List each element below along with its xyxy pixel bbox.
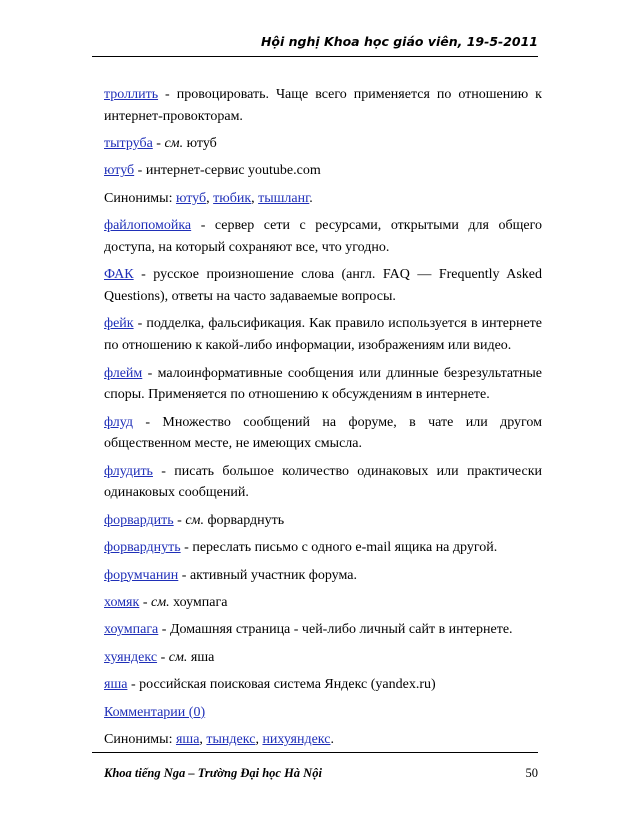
synonym-link[interactable]: тындекс: [206, 731, 256, 747]
glossary-entry: [104, 412, 542, 455]
glossary-entry: [104, 363, 542, 406]
glossary-entry: [104, 592, 542, 614]
synonyms-end: .: [309, 190, 313, 206]
glossary-entry: [104, 729, 542, 751]
term-link[interactable]: форвардить: [104, 512, 174, 528]
glossary-entry: [104, 215, 542, 258]
glossary-entry: [104, 188, 542, 210]
header-rule: [92, 56, 538, 57]
definition-text: яша: [187, 649, 215, 665]
definition-text: провоцировать. Чаще всего применяется по отношению к интернет-провокторам.: [104, 87, 542, 124]
term-separator: -: [152, 136, 165, 152]
synonym-comma: ,: [255, 731, 263, 747]
glossary-entry: [104, 84, 542, 127]
term-separator: -: [133, 267, 154, 283]
term-link[interactable]: троллить: [104, 87, 159, 102]
synonym-comma: ,: [251, 190, 259, 206]
definition-text: Домашняя страница - чей-либо личный сайт в интернете.: [169, 622, 513, 638]
synonyms-label: Синонимы:: [104, 731, 176, 747]
term-separator: -: [158, 87, 177, 102]
definition-text: переслать письмо с одного e-mail ящика на другой.: [192, 540, 498, 556]
term-separator: -: [127, 677, 140, 693]
glossary-entry: [104, 537, 542, 559]
term-separator: -: [158, 622, 170, 638]
term-separator: -: [152, 463, 175, 479]
term-separator: -: [142, 365, 158, 381]
term-separator: -: [178, 567, 190, 583]
page-number: 50: [525, 766, 538, 780]
definition-text: сервер сети с ресурсами, открытыми для общего доступа, на который сохраняют все, что угодно.: [104, 218, 542, 255]
term-link[interactable]: тытруба: [104, 136, 153, 152]
synonym-link[interactable]: яша: [175, 731, 200, 747]
glossary-entry: [104, 313, 542, 356]
definition-text: интернет-сервис youtube.com: [145, 163, 321, 179]
definition-text: активный участник форума.: [189, 567, 357, 583]
synonym-link[interactable]: тышланг: [258, 190, 310, 206]
glossary-entry: [104, 461, 542, 504]
term-separator: -: [134, 163, 146, 179]
term-separator: -: [191, 218, 215, 234]
term-link[interactable]: фейк: [104, 316, 134, 332]
synonyms-end: .: [330, 731, 334, 747]
term-link[interactable]: форварднуть: [104, 540, 181, 556]
definition-text: Множество сообщений на форуме, в чате или другом общественном месте, не имеющих смысла.: [104, 414, 542, 452]
term-link[interactable]: флуд: [104, 414, 133, 430]
footer-institution: Khoa tiếng Nga – Trường Đại học Hà Nội: [104, 766, 322, 780]
term-link[interactable]: флудить: [104, 463, 153, 479]
footer-rule: [92, 752, 538, 753]
term-separator: -: [132, 414, 163, 430]
term-link[interactable]: ФАК: [104, 267, 134, 283]
term-separator: -: [180, 540, 193, 556]
synonyms-label: Синонимы:: [104, 190, 176, 206]
synonym-comma: ,: [206, 190, 214, 206]
glossary-entry: [104, 160, 542, 182]
glossary-entry: [104, 619, 542, 641]
see-also-marker: см.: [164, 136, 184, 152]
synonym-comma: ,: [199, 731, 207, 747]
definition-text: форварднуть: [203, 512, 285, 528]
definition-text: хоумпага: [169, 595, 228, 610]
term-link[interactable]: яша: [104, 677, 128, 693]
definition-text: русское произношение слова (англ. FAQ — Frequently Asked Questions), ответы на часто задаваемые вопросы.: [104, 267, 542, 305]
term-separator: -: [157, 649, 169, 665]
definition-text: писать большое количество одинаковых или практически одинаковых сообщений.: [104, 463, 542, 501]
glossary-entry: [104, 565, 542, 587]
see-also-marker: см.: [185, 512, 204, 528]
term-link[interactable]: файлопомойка: [104, 218, 192, 234]
definition-text: российская поисковая система Яндекс (yandex.ru): [139, 677, 436, 693]
page-header: Hội nghị Khoa học giáo viên, 19-5-2011: [260, 34, 538, 49]
see-also-marker: см.: [168, 649, 188, 665]
term-link[interactable]: хоумпага: [104, 622, 159, 638]
glossary-entry: [104, 674, 542, 696]
term-link[interactable]: хуяндекс: [104, 649, 158, 665]
definition-text: ютуб: [183, 136, 217, 152]
term-separator: -: [139, 595, 151, 610]
definition-text: подделка, фальсификация. Как правило используется в интернете по отношению к какой-либо информации, изображениям или видео.: [104, 316, 542, 354]
glossary-entry: [104, 702, 542, 724]
glossary-entry: [104, 133, 542, 155]
glossary-content: [104, 84, 542, 751]
comments-link[interactable]: Комментарии (0): [104, 704, 206, 720]
term-separator: -: [173, 512, 186, 528]
synonym-link[interactable]: нихуяндекс: [262, 731, 331, 747]
term-link[interactable]: ютуб: [104, 163, 135, 179]
see-also-marker: см.: [150, 595, 170, 610]
term-link[interactable]: хомяк: [104, 595, 140, 610]
glossary-entry: [104, 264, 542, 307]
definition-text: малоинформативные сообщения или длинные безрезультатные споры. Применяется по отношению к обсуждениям в интернете.: [104, 365, 542, 403]
synonym-link[interactable]: тюбик: [213, 190, 252, 206]
synonym-link[interactable]: ютуб: [175, 190, 207, 206]
glossary-entry: [104, 647, 542, 669]
term-link[interactable]: флейм: [104, 365, 143, 381]
glossary-entry: [104, 510, 542, 532]
term-link[interactable]: форумчанин: [104, 567, 179, 583]
term-separator: -: [133, 316, 147, 332]
